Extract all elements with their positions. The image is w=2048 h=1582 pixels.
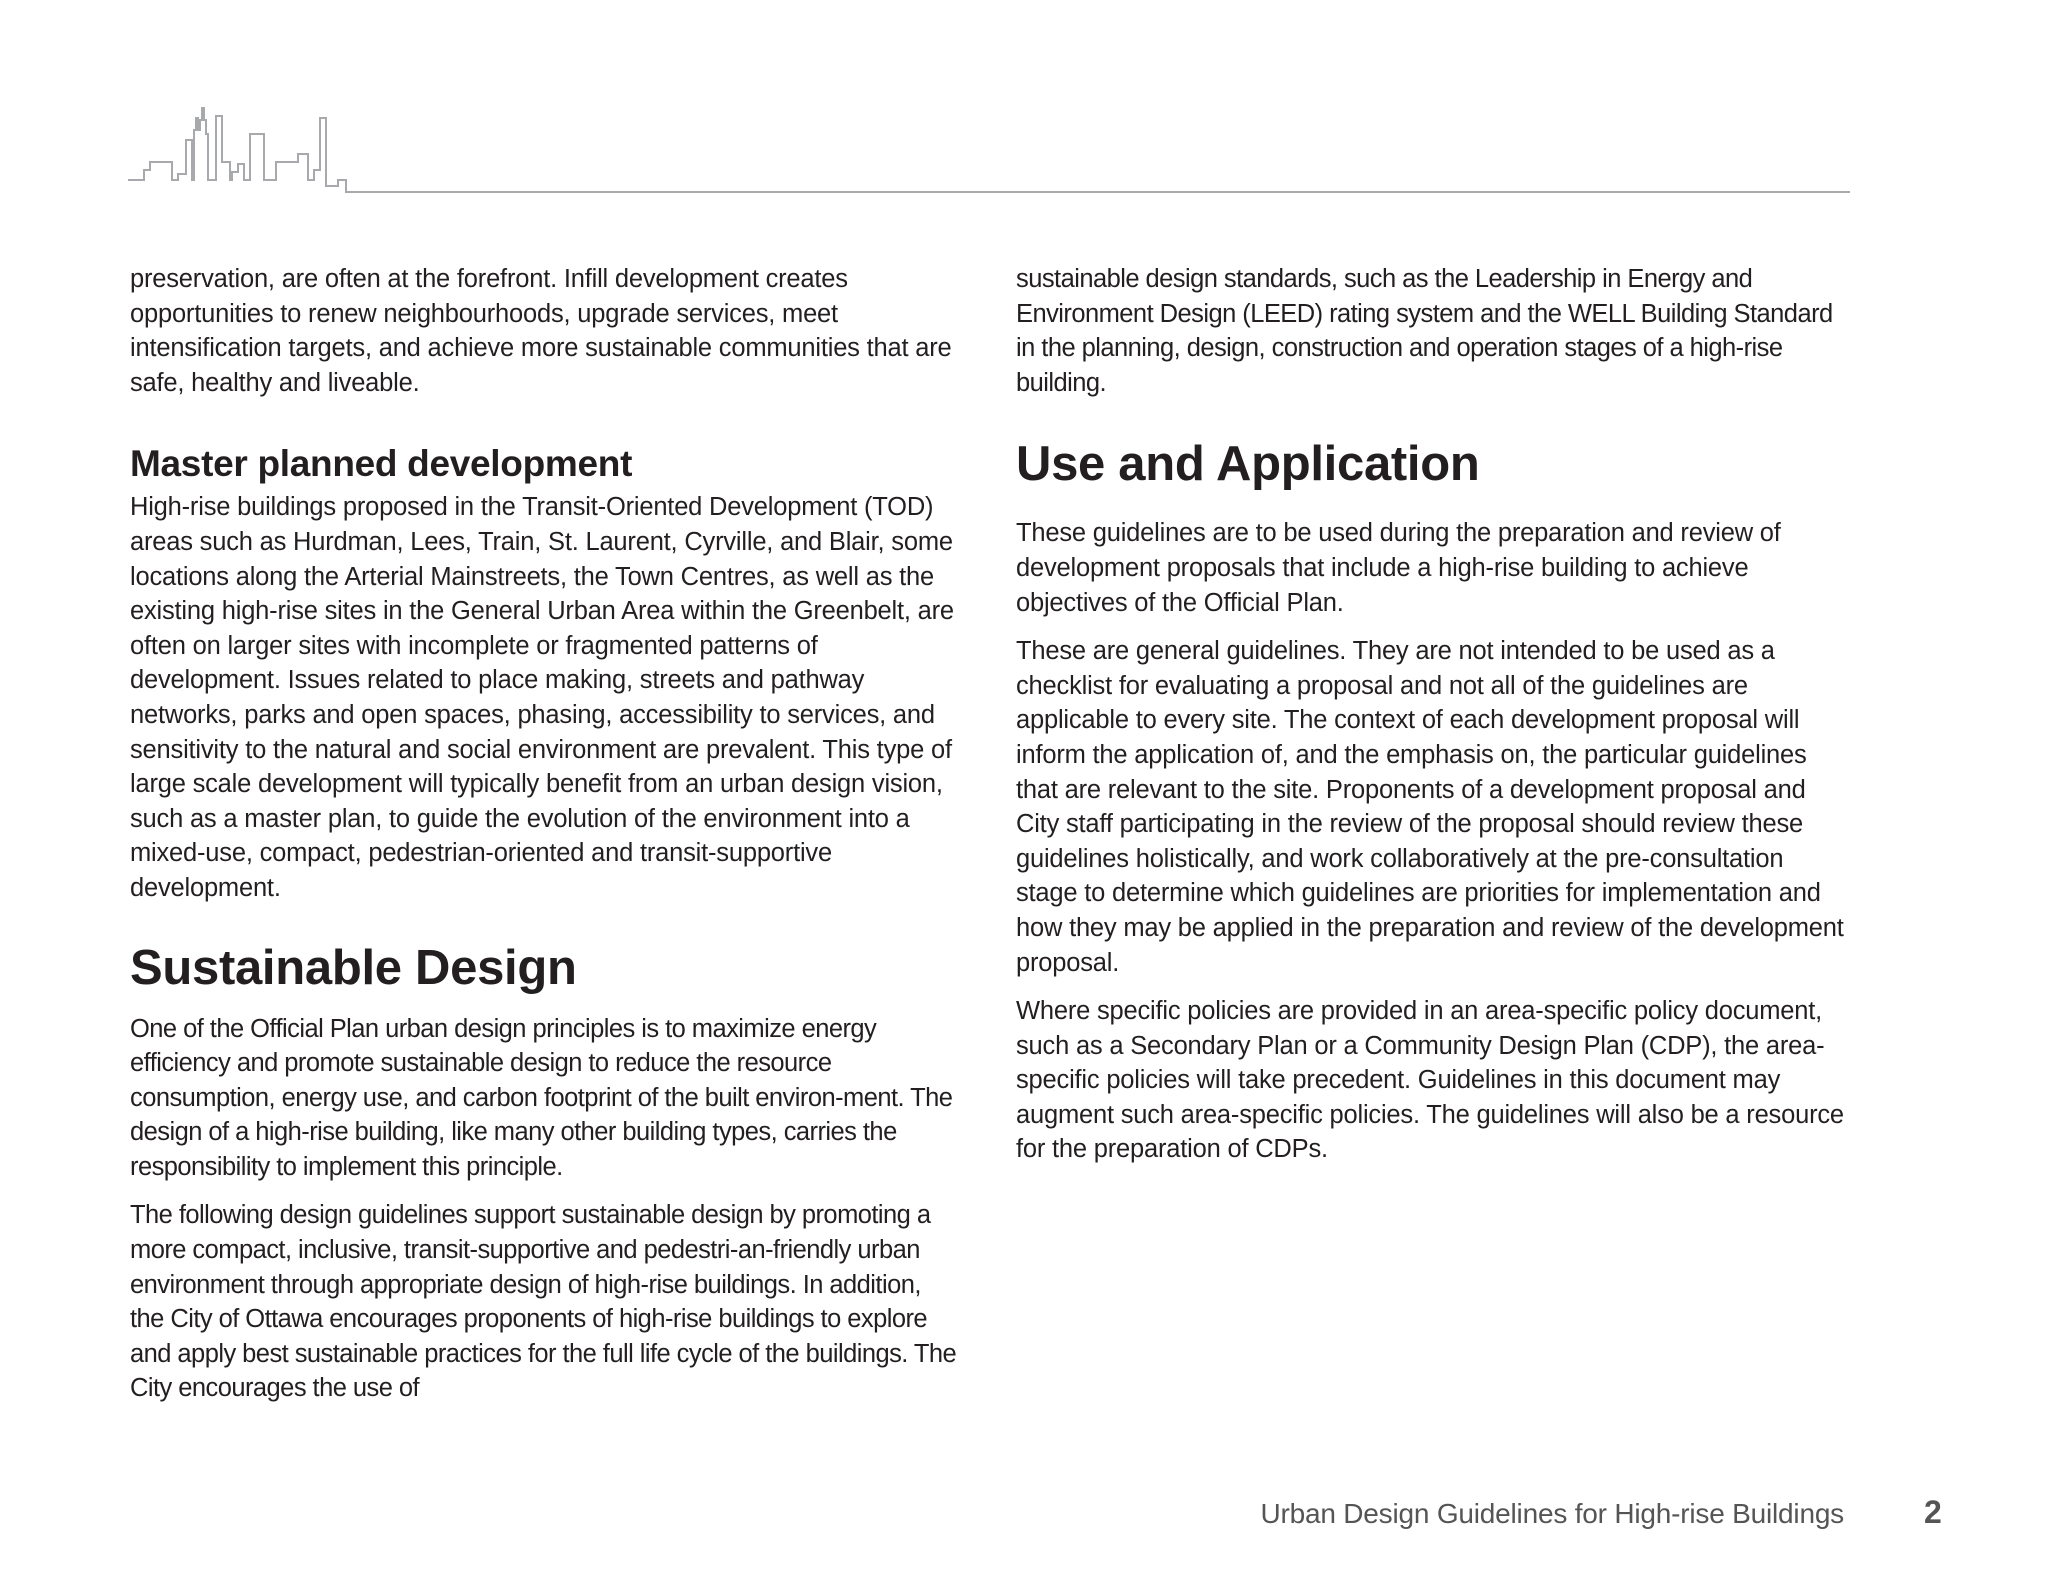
left-column bbox=[130, 262, 960, 1420]
right-column bbox=[1016, 262, 1846, 1181]
footer-document-title: Urban Design Guidelines for High-rise Buildings bbox=[1260, 1498, 1844, 1529]
use-paragraph-1: These guidelines are to be used during the preparation and review of development proposals that include a high-rise building to achieve objectives of the Official Plan. bbox=[1016, 519, 1781, 617]
use-paragraph-2: These are general guidelines. They are not intended to be used as a checklist for evaluating a proposal and not all of the guidelines are applicable to every site. The context of each development proposal will inform the application of, and the emphasis on, the particular guidelines that are relevant to the site. Proponents of a development proposal and City staff participating in the review of the proposal should review these guidelines holistically, and work collaboratively at the pre-consultation stage to determine which guidelines are priorities for implementation and how they may be applied in the preparation and review of the development proposal. bbox=[1016, 637, 1844, 977]
sustainable-design-paragraph-1: One of the Official Plan urban design principles is to maximize energy efficiency and promote sustainable design to reduce the resource consumption, energy use, and carbon footprint of the built environ-ment. The design of a high-rise building, like many other building types, carries the responsibility to implement this principle. bbox=[130, 1014, 953, 1181]
continuation-paragraph: sustainable design standards, such as the Leadership in Energy and Environment Design (LEED) rating system and the WELL Building Standard in the planning, design, construction and operation stages of a high-rise building. bbox=[1016, 265, 1833, 397]
use-and-application-heading: Use and Application bbox=[1016, 437, 1480, 492]
use-paragraph-3: Where specific policies are provided in an area-specific policy document, such as a Secondary Plan or a Community Design Plan (CDP), the area-specific policies will take precedent. Guidelines in this document may augment such area-specific policies. The guidelines will also be a resource for the preparation of CDPs. bbox=[1016, 997, 1844, 1164]
sustainable-design-paragraph-2: The following design guidelines support sustainable design by promoting a more compact, inclusive, transit-supportive and pedestri-an-friendly urban environment through appropriate design of high-rise buildings. In addition, the City of Ottawa encourages proponents of high-rise buildings to explore and apply best sustainable practices for the full life cycle of the buildings. The City encourages the use of bbox=[130, 1201, 957, 1403]
master-planned-paragraph: High-rise buildings proposed in the Transit-Oriented Development (TOD) areas such as Hurdman, Lees, Train, St. Laurent, Cyrville, and Blair, some locations along the Arterial Mainstreets, the Town Centres, as well as the existing high-rise sites in the General Urban Area within the Greenbelt, are often on larger sites with incomplete or fragmented patterns of development. Issues related to place making, streets and pathway networks, parks and open spaces, phasing, accessibility to services, and sensitivity to the natural and social environment are prevalent. This type of large scale development will typically benefit from an urban design vision, such as a master plan, to guide the evolution of the environment into a mixed-use, compact, pedestrian-oriented and transit-supportive development. bbox=[130, 493, 954, 902]
city-skyline-icon bbox=[128, 100, 1850, 196]
sustainable-design-heading: Sustainable Design bbox=[130, 940, 577, 995]
page-number: 2 bbox=[1924, 1494, 1942, 1530]
master-planned-heading: Master planned development bbox=[130, 443, 633, 485]
intro-paragraph: preservation, are often at the forefront. Infill development creates opportunities to renew neighbourhoods, upgrade services, meet intensification targets, and achieve more sustainable communities that are safe, healthy and liveable. bbox=[130, 265, 952, 397]
